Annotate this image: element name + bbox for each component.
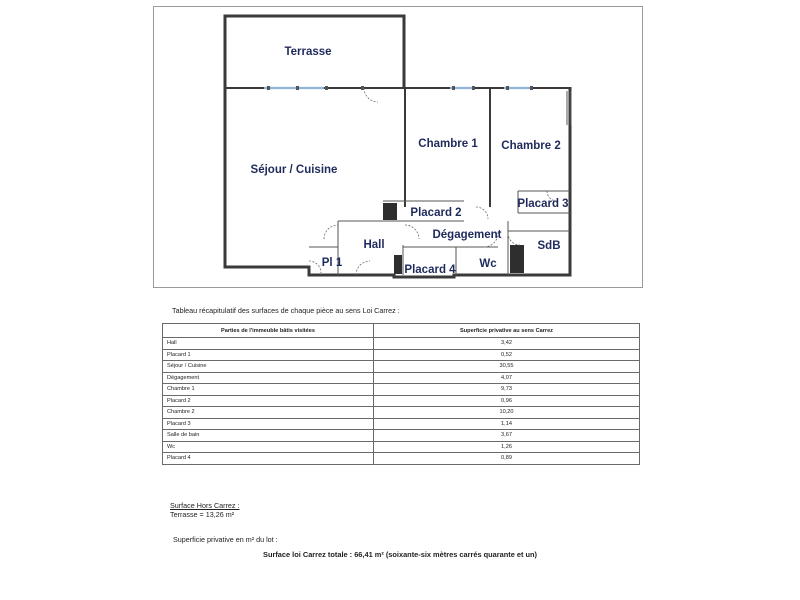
room-name-cell: Dégagement <box>163 372 374 384</box>
area-cell: 0,96 <box>374 395 640 407</box>
area-cell: 0,52 <box>374 349 640 361</box>
room-label-placard-4: Placard 4 <box>404 264 456 276</box>
room-name-cell: Placard 1 <box>163 349 374 361</box>
room-label-chambre-2: Chambre 2 <box>501 140 561 152</box>
room-label-wc: Wc <box>479 258 497 270</box>
table-row <box>163 453 640 465</box>
room-label-hall: Hall <box>363 239 385 251</box>
room-label-degagement: Dégagement <box>432 229 502 241</box>
table-row <box>163 372 640 384</box>
room-name-cell: Placard 4 <box>163 453 374 465</box>
table-header-row <box>163 324 640 338</box>
area-cell: 0,89 <box>374 453 640 465</box>
hors-carrez-heading: Surface Hors Carrez : <box>170 501 240 510</box>
floor-plan <box>153 6 643 288</box>
room-name-cell: Placard 2 <box>163 395 374 407</box>
room-label-pl-1: Pl 1 <box>321 257 343 269</box>
column-header-area: Superficie privative au sens Carrez <box>374 324 640 338</box>
floor-plan-drawing <box>154 7 644 289</box>
privative-note: Superficie privative en m² du lot : <box>173 535 278 544</box>
table-row <box>163 407 640 419</box>
table-row <box>163 384 640 396</box>
total-surface: Surface loi Carrez totale : 66,41 m² (soixante-six mètres carrés quarante et un) <box>263 550 537 559</box>
table-row <box>163 418 640 430</box>
hors-carrez-section <box>170 501 240 519</box>
table-row <box>163 395 640 407</box>
area-cell: 3,42 <box>374 338 640 350</box>
room-name-cell: Chambre 2 <box>163 407 374 419</box>
room-name-cell: Salle de bain <box>163 430 374 442</box>
room-name-cell: Chambre 1 <box>163 384 374 396</box>
room-label-sdb: SdB <box>537 240 561 252</box>
table-row <box>163 338 640 350</box>
room-label-placard-2: Placard 2 <box>410 207 462 219</box>
room-name-cell: Placard 3 <box>163 418 374 430</box>
room-label-placard-3: Placard 3 <box>517 198 569 210</box>
room-name-cell: Hall <box>163 338 374 350</box>
table-row <box>163 430 640 442</box>
room-name-cell: Séjour / Cuisine <box>163 361 374 373</box>
table-row <box>163 361 640 373</box>
area-cell: 10,20 <box>374 407 640 419</box>
room-label-chambre-1: Chambre 1 <box>418 138 478 150</box>
area-cell: 9,73 <box>374 384 640 396</box>
area-cell: 4,07 <box>374 372 640 384</box>
table-row <box>163 441 640 453</box>
room-label-terrasse: Terrasse <box>284 46 332 58</box>
area-cell: 1,14 <box>374 418 640 430</box>
room-label-sejour: Séjour / Cuisine <box>250 164 338 176</box>
area-cell: 30,55 <box>374 361 640 373</box>
room-name-cell: Wc <box>163 441 374 453</box>
area-cell: 1,26 <box>374 441 640 453</box>
surface-table <box>162 323 640 465</box>
table-caption: Tableau récapitulatif des surfaces de chaque pièce au sens Loi Carrez : <box>172 306 400 315</box>
windows <box>264 86 571 125</box>
column-header-parts: Parties de l'immeuble bâtis visitées <box>163 324 374 338</box>
area-cell: 3,67 <box>374 430 640 442</box>
table-row <box>163 349 640 361</box>
hors-carrez-line: Terrasse = 13,26 m² <box>170 510 235 519</box>
